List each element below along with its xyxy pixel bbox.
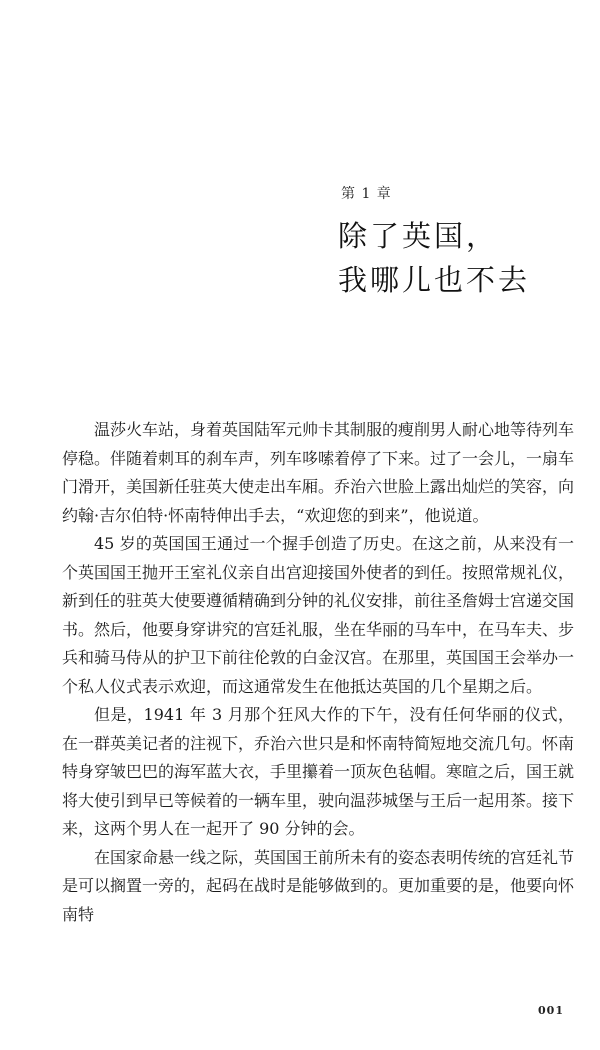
chapter-title-line-1: 除了英国， [338, 219, 499, 253]
paragraph-1: 温莎火车站，身着英国陆军元帅卡其制服的瘦削男人耐心地等待列车停稳。伴随着刺耳的刹车声，列车哆嗦着停了下来。过了一会儿，一扇车门滑开，美国新任驻英大使走出车厢。乔治六世脸上露出灿烂的笑容，向约翰·吉尔伯特·怀南特伸出手去，“欢迎您的到来”，他说道。 [62, 420, 575, 525]
chapter-label: 第 1 章 [341, 186, 392, 202]
page-number: 001 [538, 1004, 564, 1017]
paragraph-3: 但是，1941 年 3 月那个狂风大作的下午，没有任何华丽的仪式，在一群英美记者的注视下，乔治六世只是和怀南特简短地交流几句。怀南特身穿皱巴巴的海军蓝大衣，手里攥着一顶灰色毡帽。寒暄之后，国王就将大使引到早已等候着的一辆车里，驶向温莎城堡与王后一起用茶。接下来，这两个男人在一起开了 90 分钟的会。 [62, 705, 575, 838]
chapter-title-line-2: 我哪儿也不去 [338, 263, 531, 297]
body-text [62, 416, 574, 929]
paragraph-2: 45 岁的英国国王通过一个握手创造了历史。在这之前，从来没有一个英国国王抛开王室礼仪亲自出宫迎接国外使者的到任。按照常规礼仪，新到任的驻英大使要遵循精确到分钟的礼仪安排，前往圣詹姆士宫递交国书。然后，他要身穿讲究的宫廷礼服，坐在华丽的马车中，在马车夫、步兵和骑马侍从的护卫下前往伦敦的白金汉宫。在那里，英国国王会举办一个私人仪式表示欢迎，而这通常发生在他抵达英国的几个星期之后。 [62, 534, 575, 696]
chapter-title [338, 214, 530, 302]
paragraph-4: 在国家命悬一线之际，英国国王前所未有的姿态表明传统的宫廷礼节是可以搁置一旁的，起码在战时是能够做到的。更加重要的是，他要向怀南特 [62, 847, 575, 924]
